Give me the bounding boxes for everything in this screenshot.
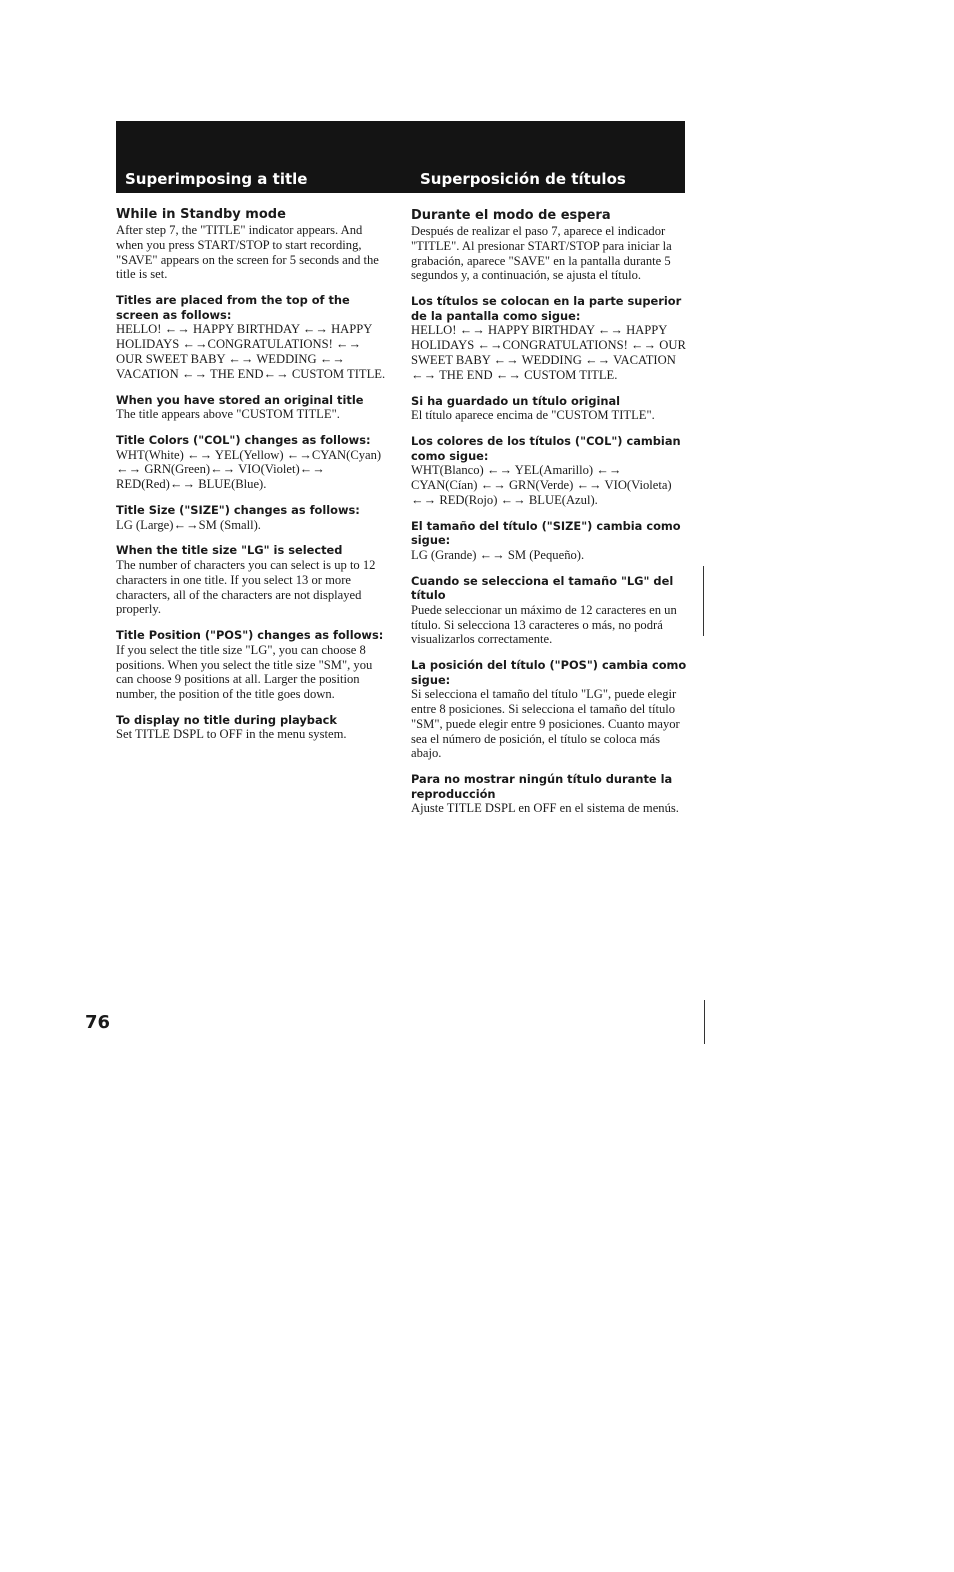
spanish-section-size bbox=[411, 519, 687, 563]
section-heading: Title Size ("SIZE") changes as follows: bbox=[116, 502, 360, 517]
english-section-standby bbox=[116, 207, 388, 282]
section-body: WHT(Blanco) ←→ YEL(Amarillo) ←→ CYAN(Cían) ←→ GRN(Verde) ←→ VIO(Violeta) ←→ RED(Rojo) ←→ BLUE(Azul). bbox=[411, 463, 672, 507]
section-title-spanish: Superposición de títulos bbox=[420, 170, 626, 188]
section-title-english: Superimposing a title bbox=[125, 170, 308, 188]
english-section-lg-selected bbox=[116, 543, 388, 617]
english-section-title-order bbox=[116, 293, 388, 381]
margin-mark bbox=[703, 566, 704, 636]
section-heading: Los colores de los títulos ("COL") cambian como sigue: bbox=[411, 433, 681, 463]
section-body: The title appears above "CUSTOM TITLE". bbox=[116, 407, 340, 422]
english-section-original-title bbox=[116, 393, 388, 422]
section-body: If you select the title size "LG", you can choose 8 positions. When you select the title size "SM", you can choose 9 positions at all. Larger the position number, the position of the title goes down. bbox=[116, 642, 373, 702]
spanish-section-colors bbox=[411, 434, 687, 508]
section-heading: When you have stored an original title bbox=[116, 392, 364, 407]
section-heading: Durante el modo de espera bbox=[411, 208, 611, 223]
section-body: Puede seleccionar un máximo de 12 caracteres en un título. Si selecciona 13 caracteres o más, no podrá visualizarlos correctamente. bbox=[411, 602, 677, 647]
english-section-position bbox=[116, 628, 388, 702]
section-body: After step 7, the "TITLE" indicator appears. And when you press START/STOP to start recording, "SAVE" appears on the screen for 5 seconds and the title is set. bbox=[116, 223, 379, 282]
section-heading: Titles are placed from the top of the screen as follows: bbox=[116, 293, 350, 322]
spanish-section-position bbox=[411, 658, 687, 761]
page-number: 76 bbox=[85, 1012, 111, 1033]
spanish-column bbox=[411, 208, 687, 827]
section-body: HELLO! ←→ HAPPY BIRTHDAY ←→ HAPPY HOLIDAYS ←→CONGRATULATIONS! ←→ OUR SWEET BABY ←→ WEDDING ←→ VACATION ←→ THE END ←→ CUSTOM TITLE. bbox=[411, 323, 686, 382]
section-heading: Cuando se selecciona el tamaño "LG" del título bbox=[411, 573, 674, 603]
english-column bbox=[116, 207, 388, 753]
english-section-colors bbox=[116, 433, 388, 492]
spanish-section-standby bbox=[411, 208, 687, 283]
spanish-section-no-title bbox=[411, 772, 687, 816]
section-body: LG (Large)←→SM (Small). bbox=[116, 517, 261, 532]
section-body: LG (Grande) ←→ SM (Pequeño). bbox=[411, 547, 585, 562]
spanish-section-original-title bbox=[411, 394, 687, 423]
section-heading: While in Standby mode bbox=[116, 207, 286, 222]
section-body: Set TITLE DSPL to OFF in the menu system. bbox=[116, 727, 347, 742]
english-section-no-title bbox=[116, 713, 388, 742]
section-heading: Title Position ("POS") changes as follows: bbox=[116, 628, 384, 643]
margin-mark bbox=[704, 1000, 705, 1044]
section-heading: To display no title during playback bbox=[116, 712, 337, 727]
section-body: Después de realizar el paso 7, aparece el indicador "TITLE". Al presionar START/STOP para iniciar la grabación, aparece "SAVE" en la pantalla durante 5 segundos y, a continuación, se ajusta el título. bbox=[411, 224, 672, 283]
section-heading: Para no mostrar ningún título durante la reproducción bbox=[411, 772, 673, 801]
section-header-banner bbox=[116, 121, 685, 193]
section-heading: Los títulos se colocan en la parte superior de la pantalla como sigue: bbox=[411, 294, 682, 323]
spanish-section-lg-selected bbox=[411, 574, 687, 648]
section-body: WHT(White) ←→ YEL(Yellow) ←→CYAN(Cyan) ←→ GRN(Green)←→ VIO(Violet)←→ RED(Red)←→ BLUE(Blue). bbox=[116, 447, 382, 492]
section-body: Si selecciona el tamaño del título "LG", puede elegir entre 8 posiciones. Si selecciona el tamaño del título "SM", puede elegir entre 9 posiciones. Cuanto mayor sea el número de posición, el título se coloca más abajo. bbox=[411, 687, 680, 761]
section-heading: When the title size "LG" is selected bbox=[116, 543, 343, 558]
section-heading: El tamaño del título ("SIZE") cambia como sigue: bbox=[411, 518, 681, 548]
section-body: HELLO! ←→ HAPPY BIRTHDAY ←→ HAPPY HOLIDAYS ←→CONGRATULATIONS! ←→ OUR SWEET BABY ←→ WEDDING ←→ VACATION ←→ THE END←→ CUSTOM TITLE. bbox=[116, 322, 386, 381]
section-heading: Title Colors ("COL") changes as follows: bbox=[116, 432, 371, 447]
english-section-size bbox=[116, 503, 388, 532]
section-body: El título aparece encima de "CUSTOM TITLE". bbox=[411, 408, 655, 423]
section-body: The number of characters you can select is up to 12 characters in one title. If you select 13 or more characters, all of the characters are not displayed properly. bbox=[116, 557, 376, 617]
spanish-section-title-order bbox=[411, 294, 687, 382]
section-heading: Si ha guardado un título original bbox=[411, 393, 621, 408]
section-heading: La posición del título ("POS") cambia como sigue: bbox=[411, 658, 687, 687]
section-body: Ajuste TITLE DSPL en OFF en el sistema de menús. bbox=[411, 801, 679, 816]
